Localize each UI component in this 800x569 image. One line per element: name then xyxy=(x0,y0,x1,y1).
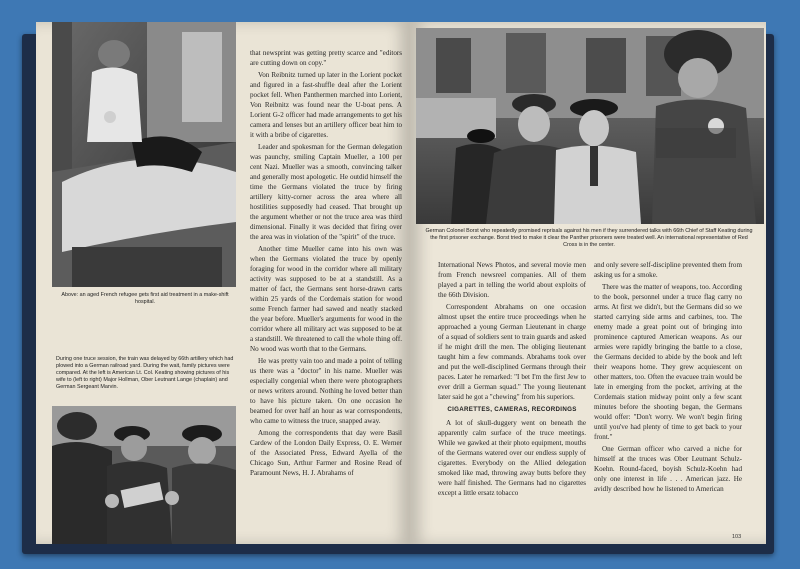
paragraph: International News Photos, and several movie men from French newsreel companies. All of them played a part in telling the world about exploits of the 66th Division. xyxy=(438,261,586,299)
right-text-column-1 xyxy=(438,260,586,538)
section-subheading: CIGARETTES, CAMERAS, RECORDINGS xyxy=(447,406,577,413)
paragraph: that newsprint was getting pretty scarce and "editors are cutting down on copy." xyxy=(250,49,402,67)
paragraph: There was the matter of weapons, too. According to the book, personnel under a truce flag carry no arms. At first we didn't, but the Germans did so we started carrying side arms and carbines, too. The enemy made a great point out of bringing into prominence captured American weapons. As our armies were rapidly bringing the battle to a close, the Germans decided to abide by the book and left their weapons home. They grew acquiescent on other matters, too. Often the evacuee train would be late in emerging from the pocket, arriving at the Cordemais station midway point only a few scant minutes before the shooting began, the Germans would offer: "Don't worry. We won't begin firing until you've had plenty of time to get back to your front." xyxy=(594,283,742,441)
paragraph: and only severe self-discipline prevented them from asking us for a smoke. xyxy=(594,261,742,279)
paragraph: Correspondent Abrahams on one occasion almost upset the entire truce proceedings when he approached a young German Lieutenant in charge of a squad of soldiers sent to train guards and asked if he might drill the men. The obliging lieutenant taught him a few commands. Abrahams took over and put the well-disciplined Germans through their paces. Later he remarked: "I bet I'm the first Jew to ever drill a German squad." The young lieutenant later said he got a "chewing" from his superiors. xyxy=(438,303,586,401)
left-bottom-photo-caption: During one truce session, the train was delayed by 66th artillery which had plowed into a German railroad yard. During the wait, family pictures were compared. At the left is American Lt. Col. Keating showing pictures of his wife to (left to right) Major Hollman, Ober Leutnant Lange (chaplain) and German Sergeant Marvin. xyxy=(56,356,234,390)
paragraph: Leader and spokesman for the German delegation was paunchy, smiling Captain Mueller, a 100 per cent Nazi. Mueller was a smooth, convincing talker and generally most apologetic. He outdid himself the time the Germans violated the truce by firing artillery kitty-corner across the area where all hostilities supposedly had ceased. That brought up the argument whether or not the truce area was third dimensional. Finally it was decided that firing over the area was in violation of the "spirit" of the truce. xyxy=(250,143,402,241)
paragraph: Among the correspondents that day were Basil Cardew of the London Daily Express, O. E. Werner of the Associated Press, Edward Ayella of the Chicago Sun, Arthur Farmer and Rosine Read of Paramount News, H. J. Abrahams of xyxy=(250,429,402,477)
german-officers-photo xyxy=(52,406,236,544)
right-photo-caption: German Colonel Borst who repeatedly promised reprisals against his men if they surrendered talks with 66th Chief of Staff Keating during the first prisoner exchange. Borst tried to make it clear the Panther prisoners were treated well. An international representative of Red Cross is in the center. xyxy=(425,228,753,248)
paragraph: One German officer who carved a niche for himself at the truces was Ober Leutnant Schulz-Koehn. Round-faced, boyish Schulz-Koehn had only one interest in life . . . American jazz. He avidly described how he listened to American xyxy=(594,445,742,493)
paragraph: Von Reibnitz turned up later in the Lorient pocket and figured in a fast-shuffle deal after the Lorient pocket fell. When Panthermen marched into Lorient, Von Reibnitz was found near the U-boat pens. A Lorient G-2 officer had made arrangements to get his camera and lenses but an artillery officer beat him to it with a bribe of cigarettes. xyxy=(250,71,402,139)
left-page xyxy=(36,22,410,544)
right-page xyxy=(410,22,766,544)
page-number: 103 xyxy=(732,534,742,540)
paragraph: He was pretty vain too and made a point of telling us there was a "doctor" in his name. Mueller was especially congenial when there were photographers or news writers around. Nothing he loved better than to have his picture taken. On one occasion he beamed for over half an hour as war correspondents, who came to witness the truce, snapped away. xyxy=(250,357,402,425)
left-text-column xyxy=(250,48,402,538)
refugee-first-aid-photo xyxy=(52,22,236,287)
paragraph: Another time Mueller came into his own was when the Germans violated the truce by openly foraging for wood in the corridor where all military activity was supposed to be at a standstill. As a matter of fact, the Germans sent horse-drawn carts within 25 yards of the Cordemais station for wood some French farmer had sawed and neatly stacked the year before. Mueller's arguments for wood in the corridor where all military act was supposed to be at a standstill. We threatened to call the whole thing off. No wood was worth that to the Germans. xyxy=(250,245,402,353)
right-text-column-2 xyxy=(594,260,742,532)
prisoner-exchange-photo xyxy=(416,28,764,224)
left-top-photo-caption: Above: an aged French refugee gets first aid treatment in a make-shift hospital. xyxy=(61,292,229,305)
paragraph: A lot of skull-duggery went on beneath the apparently calm surface of the truce meetings. While we gawked at their photo equipment, mouths of the Germans watered over our endless supply of cigarettes. Everybody on the Allied delegation smoked like mad, throwing away butts before they were half finished. The Germans had no cigarettes except a little ersatz tobacco xyxy=(438,419,586,497)
